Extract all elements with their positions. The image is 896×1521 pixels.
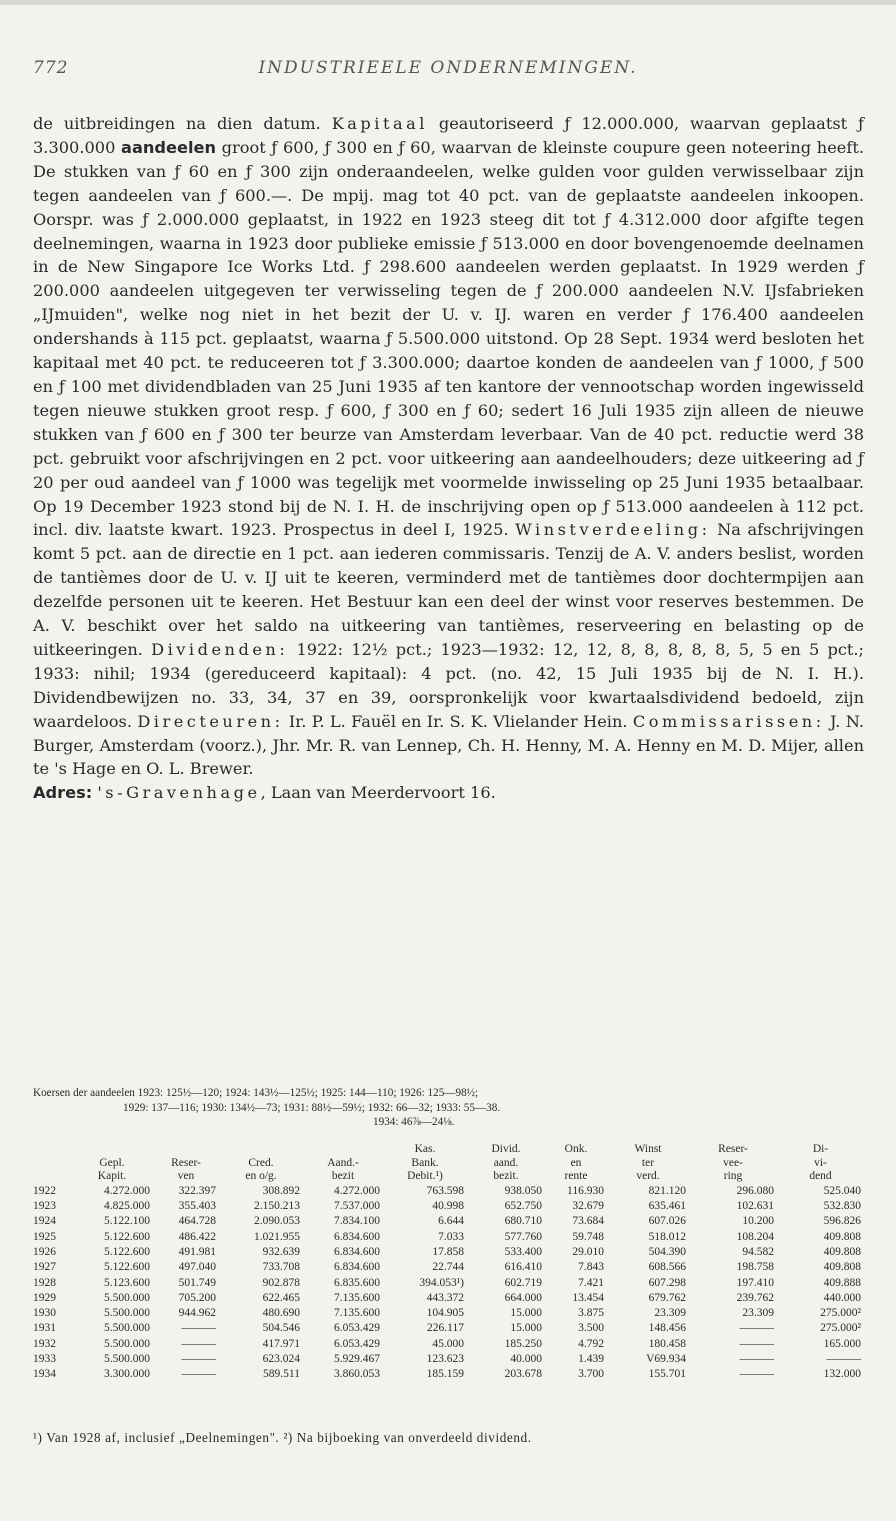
table-header-row <box>33 1143 864 1184</box>
table-row <box>33 1260 864 1275</box>
table-cell: 4.792 <box>578 1337 604 1350</box>
adres-label: Adres: <box>33 783 93 803</box>
table-cell: 6.835.600 <box>334 1276 380 1289</box>
table-cell: 902.878 <box>262 1276 300 1289</box>
table-cell: 32.679 <box>572 1200 604 1213</box>
table-cell: 203.678 <box>504 1368 542 1381</box>
table-cell: 23.309 <box>742 1307 774 1320</box>
table-cell: 504.390 <box>648 1245 686 1258</box>
column-header: Reser- vee- ring <box>718 1143 748 1183</box>
table-cell: 3.500 <box>578 1322 604 1335</box>
table-cell: 4.825.000 <box>104 1200 150 1213</box>
table-cell: 409.888 <box>823 1276 861 1289</box>
table-cell: 944.962 <box>178 1307 216 1320</box>
table-cell: 6.053.429 <box>334 1337 380 1350</box>
table-cell: 5.122.600 <box>104 1230 150 1243</box>
table-cell: 59.748 <box>572 1230 604 1243</box>
table-cell: 525.040 <box>823 1184 861 1197</box>
table-row <box>33 1184 864 1199</box>
koersen-line-2: 1929: 137—116; 1930: 134½—73; 1931: 88½—59½; 1932: 66—32; 1933: 55—38. <box>123 1101 501 1114</box>
table-cell: 104.905 <box>426 1307 464 1320</box>
table-cell: 45.000 <box>432 1337 464 1350</box>
table-cell: 635.461 <box>648 1200 686 1213</box>
table-row <box>33 1367 864 1382</box>
body-text <box>33 112 864 805</box>
financial-table <box>33 1143 864 1383</box>
column-header: Onk. en rente <box>564 1143 588 1183</box>
text-segment: de uitbreidingen na dien datum. <box>33 114 332 133</box>
table-row <box>33 1276 864 1291</box>
table-cell: 40.000 <box>510 1353 542 1366</box>
koersen-line-1: Koersen der aandeelen 1923: 125½—120; 1924: 143½—125½; 1925: 144—110; 1926: 125—98½; <box>33 1087 479 1099</box>
table-cell: ——— <box>181 1322 216 1335</box>
table-cell: 652.750 <box>504 1200 542 1213</box>
year-cell: 1933 <box>33 1353 56 1366</box>
kapitaal-label: Kapitaal <box>331 114 428 133</box>
table-cell: 6.053.429 <box>334 1322 380 1335</box>
table-cell: ——— <box>739 1337 774 1350</box>
table-cell: 23.309 <box>654 1307 686 1320</box>
year-cell: 1923 <box>33 1200 56 1213</box>
table-cell: 5.122.100 <box>104 1215 150 1228</box>
year-cell: 1922 <box>33 1184 56 1197</box>
dividenden-label: Dividenden: <box>151 639 289 659</box>
table-cell: 518.012 <box>648 1230 686 1243</box>
table-cell: 5.500.000 <box>104 1353 150 1366</box>
table-cell: 2.090.053 <box>254 1215 300 1228</box>
table-cell: 394.053¹) <box>419 1276 464 1289</box>
footnote: ¹) Van 1928 af, inclusief „Deelnemingen". ²) Na bijboeking van onverdeeld dividend. <box>33 1430 532 1445</box>
table-row <box>33 1337 864 1352</box>
table-cell: 596.826 <box>823 1215 861 1228</box>
table-cell: 132.000 <box>823 1368 861 1381</box>
table-cell: 5.500.000 <box>104 1337 150 1350</box>
table-cell: 679.762 <box>648 1291 686 1304</box>
year-cell: 1930 <box>33 1307 56 1320</box>
table-body <box>33 1184 864 1383</box>
table-cell: 5.500.000 <box>104 1307 150 1320</box>
table-cell: 932.639 <box>262 1245 300 1258</box>
table-cell: 763.598 <box>426 1184 464 1197</box>
text-segment: J. N. Burger, Amsterdam (voorz.), Jhr. Mr. R. van Lennep, Ch. H. Henny, M. A. Henny en M. D. Mijer, allen te 's Hage en O. L. Brewer. <box>33 711 864 779</box>
table-cell: 464.728 <box>178 1215 216 1228</box>
table-cell: 504.546 <box>262 1322 300 1335</box>
page-number: 772 <box>33 58 69 78</box>
text-segment: groot ƒ 600, ƒ 300 en ƒ 60, waarvan de kleinste coupure geen noteering heeft. De stukken van ƒ 60 en ƒ 300 zijn onderaandeelen, welke gulden voor gulden verwisselbaar zijn tegen aandeelen van ƒ 600.—. De mpij. mag tot 40 pct. van de geplaatste aandeelen inkoopen. Oorspr. was ƒ 2.000.000 geplaatst, in 1922 en 1923 steeg dit tot ƒ 4.312.000 door afgifte tegen deelnemingen, waarna in 1923 door publieke emissie ƒ 513.000 en door bovengenoemde deelnamen in de New Singapore Ice Works Ltd. ƒ 298.600 aandeelen werden geplaatst. In 1929 werden ƒ 200.000 aandeelen uitgegeven ter verwisseling tegen de ƒ 200.000 aandeelen N.V. IJsfabrieken „IJmuiden", welke nog niet in het bezit der U. v. IJ. waren en verder ƒ 176.400 aandeelen ondershands à 115 pct. geplaatst, waarna ƒ 5.500.000 uitstond. Op 28 Sept. 1934 werd besloten het kapitaal met 40 pct. te reduceeren tot ƒ 3.300.000; daartoe konden de aandeelen van ƒ 1000, ƒ 500 en ƒ 100 met dividendbladen van 25 Juni 1935 af ten kantore der vennootschap worden ingewisseld tegen nieuwe stukken groot resp. ƒ 600, ƒ 300 en ƒ 60; sedert 16 Juli 1935 zijn alleen de nieuwe stukken van ƒ 600 en ƒ 300 ter beurze van Amsterdam leverbaar. Van de 40 pct. reductie werd 38 pct. gebruikt voor afschrijvingen en 2 pct. voor uitkeering aan aandeelhouders; deze uitkeering ad ƒ 20 per oud aandeel van ƒ 1000 was tegelijk met voormelde inwisseling op 25 Juni 1935 betaalbaar. Op 19 December 1923 stond bij de N. I. H. de inschrijving open op ƒ 513.000 aandeelen à 112 pct. incl. div. laatste kwart. 1923. Prospectus in deel I, 1925. <box>33 137 864 540</box>
table-cell: 6.834.600 <box>334 1261 380 1274</box>
table-cell: 13.454 <box>572 1291 604 1304</box>
table-cell: 108.204 <box>736 1230 774 1243</box>
year-cell: 1925 <box>33 1230 56 1243</box>
table-row <box>33 1230 864 1245</box>
text-segment: Na afschrijvingen komt 5 pct. aan de directie en 1 pct. aan iederen commissaris. Tenzij de A. V. anders beslist, worden de tantièmes door de U. v. IJ uit te keeren, verminderd met de tantièmes door dochtermpijen aan dezelfde personen uit te keeren. Het Bestuur kan een deel der winst voor reserves bestemmen. De A. V. beschikt over het saldo na uitkeering van tantièmes, reserveering en belasting op de uitkeeringen. <box>33 520 864 659</box>
table-cell: 664.000 <box>504 1291 542 1304</box>
table-cell: 705.200 <box>178 1291 216 1304</box>
directeuren-label: Directeuren: <box>137 711 284 731</box>
table-cell: 6.644 <box>438 1215 464 1228</box>
running-title: INDUSTRIEELE ONDERNEMINGEN. <box>258 58 638 78</box>
table-cell: 3.700 <box>578 1368 604 1381</box>
table-cell: 7.843 <box>578 1261 604 1274</box>
table-cell: ——— <box>739 1353 774 1366</box>
adres-rest: , Laan van Meerdervoort 16. <box>260 783 496 803</box>
table-cell: 1.439 <box>578 1353 604 1366</box>
table-cell: 3.860.053 <box>334 1368 380 1381</box>
table-cell: 501.749 <box>178 1276 216 1289</box>
table-cell: 5.122.600 <box>104 1245 150 1258</box>
table-cell: 4.272.000 <box>104 1184 150 1197</box>
table-cell: 275.000² <box>820 1307 861 1320</box>
table-cell: ——— <box>739 1322 774 1335</box>
table-row <box>33 1214 864 1229</box>
table-cell: 577.760 <box>504 1230 542 1243</box>
table-cell: 7.033 <box>438 1230 464 1243</box>
table-cell: 6.834.600 <box>334 1245 380 1258</box>
table-cell: 102.631 <box>736 1200 774 1213</box>
table-cell: 409.808 <box>823 1261 861 1274</box>
table-cell: 3.875 <box>578 1307 604 1320</box>
table-cell: V69.934 <box>646 1353 686 1366</box>
year-cell: 1924 <box>33 1215 56 1228</box>
table-cell: 607.298 <box>648 1276 686 1289</box>
table-cell: 491.981 <box>178 1245 216 1258</box>
table-cell: 623.024 <box>262 1353 300 1366</box>
year-cell: 1932 <box>33 1337 56 1350</box>
table-cell: 123.623 <box>426 1353 464 1366</box>
table-row <box>33 1352 864 1367</box>
table-cell: 5.929.467 <box>334 1353 380 1366</box>
table-cell: 15.000 <box>510 1322 542 1335</box>
table-cell: ——— <box>181 1353 216 1366</box>
table-row <box>33 1199 864 1214</box>
table-cell: 733.708 <box>262 1261 300 1274</box>
table-cell: 7.135.600 <box>334 1307 380 1320</box>
table-cell: 5.122.600 <box>104 1261 150 1274</box>
table-cell: 3.300.000 <box>104 1368 150 1381</box>
text-segment: Ir. P. L. Fauël en Ir. S. K. Vlielander Hein. <box>283 711 633 731</box>
table-cell: 5.500.000 <box>104 1291 150 1304</box>
table-cell: 2.150.213 <box>254 1200 300 1213</box>
table-cell: 622.465 <box>262 1291 300 1304</box>
scan-edge <box>0 0 896 5</box>
adres-city: 's-Gravenhage <box>97 783 261 803</box>
table-cell: ——— <box>826 1353 861 1366</box>
table-cell: 533.400 <box>504 1245 542 1258</box>
table-cell: 532.830 <box>823 1200 861 1213</box>
table-cell: 198.758 <box>736 1261 774 1274</box>
table-cell: 275.000² <box>820 1322 861 1335</box>
column-header: Gepl. Kapit. <box>97 1156 127 1183</box>
share-prices <box>33 1086 864 1130</box>
company-paragraph <box>33 112 864 781</box>
table-cell: 197.410 <box>736 1276 774 1289</box>
table-cell: 7.834.100 <box>334 1215 380 1228</box>
table-cell: 355.403 <box>178 1200 216 1213</box>
year-cell: 1931 <box>33 1322 56 1335</box>
table-cell: 226.117 <box>427 1322 464 1335</box>
table-cell: 165.000 <box>823 1337 861 1350</box>
year-cell: 1934 <box>33 1368 56 1381</box>
aandeelen-label: aandeelen <box>121 137 216 157</box>
table-cell: 40.998 <box>432 1200 464 1213</box>
column-header: Winst ter verd. <box>634 1143 662 1183</box>
table-cell: 15.000 <box>510 1307 542 1320</box>
table-cell: 5.500.000 <box>104 1322 150 1335</box>
table-cell: 4.272.000 <box>334 1184 380 1197</box>
table-cell: 7.421 <box>578 1276 604 1289</box>
table-cell: 821.120 <box>648 1184 686 1197</box>
table-cell: 29.010 <box>572 1245 604 1258</box>
table-cell: 322.397 <box>178 1184 216 1197</box>
table-cell: 6.834.600 <box>334 1230 380 1243</box>
koersen-line-3: 1934: 46⅞—24⅛. <box>373 1116 455 1128</box>
table-cell: 409.808 <box>823 1230 861 1243</box>
table-cell: 7.135.600 <box>334 1291 380 1304</box>
table-cell: 308.892 <box>262 1184 300 1197</box>
table-cell: ——— <box>181 1337 216 1350</box>
column-header: Reser- ven <box>171 1156 201 1183</box>
table-cell: 5.123.600 <box>104 1276 150 1289</box>
table-cell: 1.021.955 <box>254 1230 300 1243</box>
table-cell: 480.690 <box>262 1307 300 1320</box>
table-cell: 17.858 <box>432 1245 464 1258</box>
table-cell: 607.026 <box>648 1215 686 1228</box>
table-cell: ——— <box>181 1368 216 1381</box>
table-cell: 239.762 <box>736 1291 774 1304</box>
text-segment: geautoriseerd ƒ 12.000.000, waarvan geplaatst ƒ 3.300.000 <box>33 114 865 157</box>
table-row <box>33 1291 864 1306</box>
year-cell: 1927 <box>33 1261 56 1274</box>
table-cell: 938.050 <box>504 1184 542 1197</box>
column-header: Aand.- bezit <box>327 1156 359 1183</box>
winstverdeeling-label: Winstverdeeling: <box>515 520 711 540</box>
address-line <box>33 781 864 805</box>
year-cell: 1928 <box>33 1276 56 1289</box>
table-cell: 486.422 <box>178 1230 216 1243</box>
column-header: Divid. aand. bezit. <box>491 1143 521 1183</box>
table-cell: 616.410 <box>504 1261 542 1274</box>
year-cell: 1926 <box>33 1245 56 1258</box>
column-header: Kas. Bank. Debit.¹) <box>407 1143 443 1183</box>
table-cell: 497.040 <box>178 1261 216 1274</box>
table-cell: 443.372 <box>426 1291 464 1304</box>
table-cell: 180.458 <box>648 1337 686 1350</box>
table-cell: 589.511 <box>263 1368 300 1381</box>
table-cell: 608.566 <box>648 1261 686 1274</box>
table-cell: 94.582 <box>742 1245 774 1258</box>
page-header <box>33 58 863 84</box>
table-cell: 148.456 <box>648 1322 686 1335</box>
table-cell: ——— <box>739 1368 774 1381</box>
commissarissen-label: Commissarissen: <box>632 711 825 731</box>
table-row <box>33 1245 864 1260</box>
table-row <box>33 1306 864 1321</box>
column-header: Di- vi- dend <box>809 1143 832 1183</box>
table-cell: 440.000 <box>823 1291 861 1304</box>
table-cell: 417.971 <box>262 1337 300 1350</box>
table-cell: 602.719 <box>504 1276 542 1289</box>
table-cell: 185.250 <box>504 1337 542 1350</box>
table-cell: 116.930 <box>567 1184 604 1197</box>
table-row <box>33 1321 864 1336</box>
text-segment: 1922: 12½ pct.; 1923—1932: 12, 12, 8, 8, 8, 8, 8, 5, 5 en 5 pct.; 1933: nihil; 1934 (gereduceerd kapitaal): 4 pct. (no. 42, 15 Juli 1935 bij de N. I. H.). Dividendbewijzen no. 33, 34, 37 en 39, oorspronkelijk voor kwartaalsdividend bedoeld, zijn waardeloos. <box>33 639 865 731</box>
column-header: Cred. en o/g. <box>245 1156 277 1183</box>
table-cell: 155.701 <box>648 1368 686 1381</box>
table-cell: 409.808 <box>823 1245 861 1258</box>
table-cell: 185.159 <box>426 1368 464 1381</box>
table-cell: 296.080 <box>736 1184 774 1197</box>
table-cell: 10.200 <box>742 1215 774 1228</box>
table-cell: 7.537.000 <box>334 1200 380 1213</box>
table-cell: 73.684 <box>572 1215 604 1228</box>
year-cell: 1929 <box>33 1291 56 1304</box>
column-header-year <box>33 1143 71 1184</box>
table-cell: 22.744 <box>432 1261 464 1274</box>
table-cell: 680.710 <box>504 1215 542 1228</box>
